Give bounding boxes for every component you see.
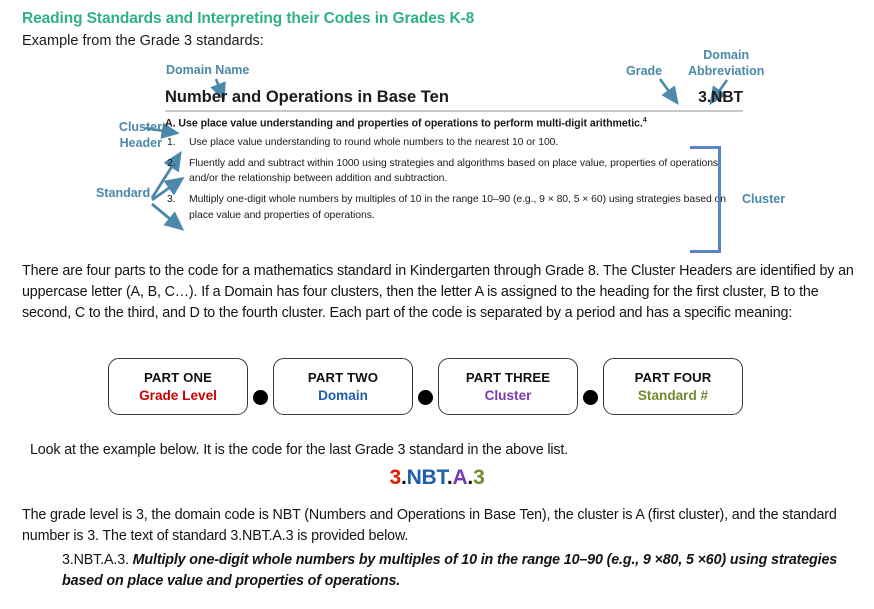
example-lead-text: Example from the Grade 3 standards:: [22, 33, 264, 49]
paragraph-grade-level-explanation: The grade level is 3, the domain code is NBT (Numbers and Operations in Base Ten), the cluster is A (first cluster), and the standard number is 3. The text of standard 3.NBT.A.3 is provided below.: [22, 507, 837, 545]
final-standard-statement: Multiply one-digit whole numbers by multiples of 10 in the range 10–90 (e.g., 9 ×80, 5 ×60) using strategies based on place value and properties of operations.: [62, 552, 838, 590]
code-grade-part: 3: [389, 466, 401, 489]
code-separator: .: [400, 466, 407, 489]
annotation-cluster: Cluster: [742, 192, 786, 206]
cluster-bracket: [690, 146, 721, 253]
part-four-title: PART FOUR: [634, 370, 712, 385]
annotation-domain-abbreviation-line1: Domain: [703, 48, 750, 62]
code-domain-part: NBT: [406, 466, 447, 489]
paragraph-look-at-example: Look at the example below. It is the code for the last Grade 3 standard in the above list.: [30, 442, 569, 458]
annotation-cluster-header: [100, 120, 162, 151]
code-separator: .: [467, 466, 474, 489]
final-standard-text: [62, 550, 852, 593]
code-separator: .: [446, 466, 453, 489]
footnote-marker: 4: [642, 117, 647, 124]
part-box-three: [438, 358, 578, 415]
code-cluster-part: A: [452, 466, 468, 489]
part-two-title: PART TWO: [307, 370, 379, 385]
paragraph-four-parts: There are four parts to the code for a mathematics standard in Kindergarten through Grade 8. The Cluster Headers are identified by an uppercase letter (A, B, C…). If a Domain has four clusters, then the letter A is assigned to the heading for the first cluster, B to the second, C to the third, and D to the fourth cluster. Each part of the code is separated by a period and has a specific meaning:: [22, 263, 854, 322]
cluster-header-statement-text: A. Use place value understanding and properties of operations to perform multi-digit arithmetic.: [165, 117, 643, 130]
annotation-cluster-header-line1: Cluster: [118, 120, 162, 134]
standards-excerpt: [165, 88, 743, 229]
domain-name-heading: Number and Operations in Base Ten: [165, 88, 449, 106]
code-standard-part: 3: [473, 466, 485, 489]
page-title: Reading Standards and Interpreting their Codes in Grades K-8: [22, 10, 475, 27]
standard-number: 1.: [167, 136, 176, 148]
cluster-header-statement: [165, 116, 743, 131]
part-three-subtitle: Cluster: [484, 388, 532, 403]
part-one-subtitle: Grade Level: [139, 388, 217, 403]
standard-list-item: [165, 156, 743, 188]
separator-dot-icon: [253, 390, 268, 405]
standard-text: Multiply one-digit whole numbers by multiples of 10 in the range 10–90 (e.g., 9 × 80, 5 × 60) using strategies based on place value and properties of operations.: [189, 194, 727, 222]
standard-list-item: [165, 135, 743, 151]
standard-number: 3.: [167, 194, 176, 206]
part-one-title: PART ONE: [144, 370, 212, 385]
part-box-four: [603, 358, 743, 415]
domain-code-heading: 3.NBT: [698, 89, 743, 106]
standard-text: Fluently add and subtract within 1000 using strategies and algorithms based on place value, properties of operations, and/or the relationship between addition and subtraction.: [189, 157, 721, 185]
final-standard-code: 3.NBT.A.3.: [62, 552, 129, 568]
annotation-domain-abbreviation-line2: Abbreviation: [688, 63, 765, 78]
separator-dot-icon: [583, 390, 598, 405]
part-box-two: [273, 358, 413, 415]
annotation-standard: Standard: [96, 186, 151, 200]
standard-text: Use place value understanding to round whole numbers to the nearest 10 or 100.: [189, 136, 559, 148]
excerpt-header-row: [165, 88, 743, 110]
annotation-domain-abbreviation: [688, 48, 764, 79]
code-parts-diagram: [108, 358, 743, 415]
part-three-title: PART THREE: [465, 370, 551, 385]
standard-list-item: [165, 192, 743, 224]
example-code-display: [0, 466, 874, 490]
standard-number: 2.: [167, 157, 176, 169]
part-two-subtitle: Domain: [318, 388, 368, 403]
separator-dot-icon: [418, 390, 433, 405]
excerpt-divider: [165, 110, 743, 112]
part-box-one: [108, 358, 248, 415]
annotation-cluster-header-line2: Header: [119, 135, 162, 150]
part-four-subtitle: Standard #: [637, 388, 709, 403]
annotation-grade: Grade: [626, 64, 663, 78]
annotation-domain-name: Domain Name: [166, 63, 250, 77]
